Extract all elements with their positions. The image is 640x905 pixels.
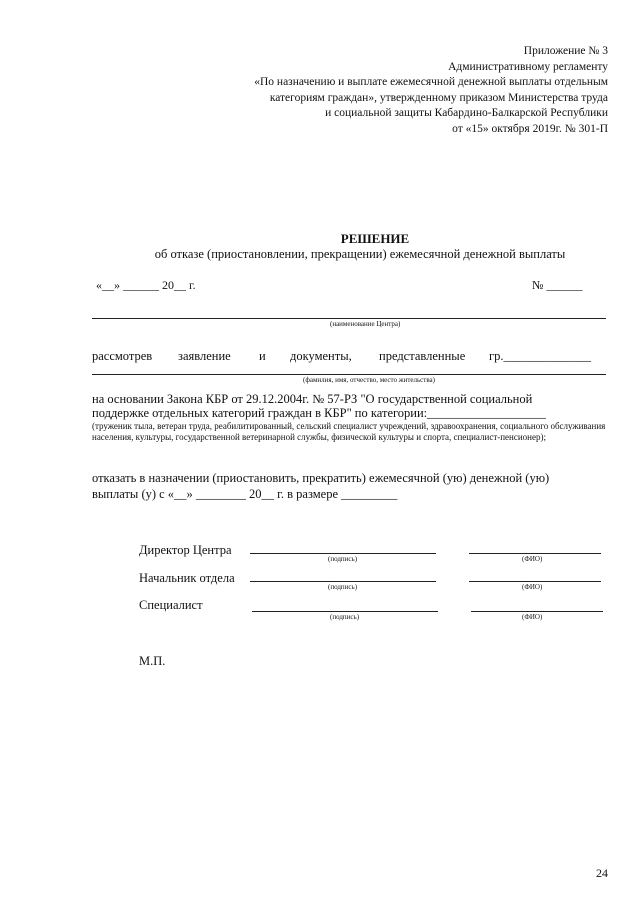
considered-word: гр.______________	[489, 349, 592, 363]
basis-line: поддержке отдельных категорий граждан в КБР" по категории:___________________	[92, 406, 546, 420]
signature-line	[252, 611, 438, 612]
annex-line: категориям граждан», утвержденному приказом Министерства труда	[269, 91, 608, 104]
signature-caption: (подпись)	[330, 613, 360, 621]
signature-role: Директор Центра	[139, 543, 232, 557]
person-caption: (фамилия, имя, отчество, место жительства)	[303, 376, 435, 384]
name-caption: (ФИО)	[522, 613, 543, 621]
basis-line: на основании Закона КБР от 29.12.2004г. № 57-РЗ "О государственной социальной	[92, 392, 533, 406]
signature-line	[250, 553, 436, 554]
name-caption: (ФИО)	[522, 555, 543, 563]
document-subtitle: об отказе (приостановлении, прекращении) ежемесячной денежной выплаты	[154, 247, 566, 261]
signature-caption: (подпись)	[328, 555, 358, 563]
signature-role: Специалист	[139, 598, 203, 612]
refusal-line: выплаты (у) с «__» ________ 20__ г. в размере _________	[92, 487, 398, 501]
considered-word: документы,	[290, 349, 352, 363]
decision-date: «__» ______ 20__ г.	[96, 278, 196, 292]
center-name-caption: (наименование Центра)	[330, 320, 401, 328]
page-number: 24	[596, 866, 608, 880]
refusal-line: отказать в назначении (приостановить, прекратить) ежемесячной (ую) денежной (ую)	[92, 471, 550, 485]
person-line	[92, 374, 606, 375]
document-title: РЕШЕНИЕ	[340, 231, 410, 246]
name-line	[469, 581, 601, 582]
considered-word: и	[259, 349, 266, 363]
name-line	[469, 553, 601, 554]
annex-line: и социальной защиты Кабардино-Балкарской Республики	[325, 107, 608, 119]
signature-line	[250, 581, 436, 582]
considered-word: рассмотрев	[92, 349, 153, 363]
annex-line: Приложение № 3	[523, 45, 608, 57]
decision-number: № ______	[532, 278, 583, 292]
annex-line: от «15» октября 2019г. № 301-П	[452, 122, 608, 135]
considered-word: представленные	[379, 349, 466, 363]
center-name-line	[92, 318, 606, 319]
annex-header	[188, 44, 608, 137]
considered-word: заявление	[178, 349, 231, 363]
signature-role: Начальник отдела	[139, 571, 235, 585]
categories-note: (труженик тыла, ветеран труда, реабилитированный, сельский специалист учреждений, здравоохранения, социального обслуживания населения, культуры, государственной ветеринарной службы, физической культуры и спорта, специалист-пенсионер);	[92, 421, 606, 442]
name-caption: (ФИО)	[522, 583, 543, 591]
name-line	[471, 611, 603, 612]
annex-line: «По назначению и выплате ежемесячной денежной выплаты отдельным	[254, 76, 608, 88]
signature-caption: (подпись)	[328, 583, 358, 591]
stamp-place: М.П.	[139, 654, 166, 668]
annex-line: Административному регламенту	[448, 60, 608, 73]
